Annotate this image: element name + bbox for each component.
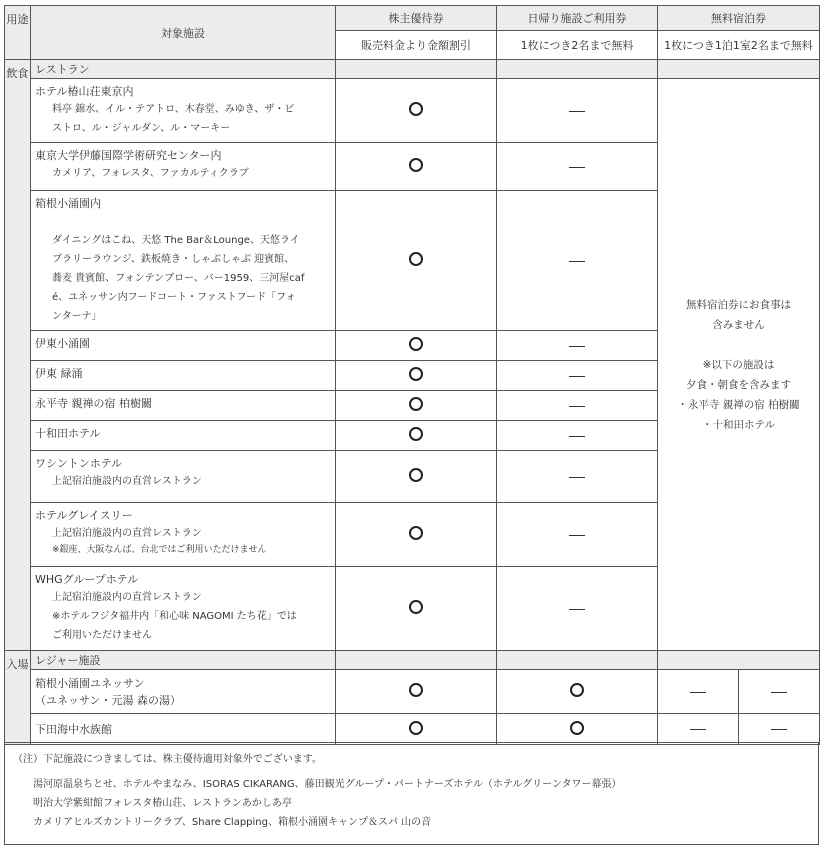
circle-mark <box>409 526 423 540</box>
col1-cell <box>336 421 497 451</box>
benefits-table <box>4 5 820 745</box>
col3b-cell <box>739 714 820 745</box>
circle-mark <box>570 683 584 697</box>
category-restaurant: レストラン <box>31 60 336 79</box>
lodging-note-line <box>658 335 819 355</box>
lodging-note <box>658 79 820 651</box>
facility-detail: 上記宿泊施設内の直営レストラン <box>52 592 202 603</box>
note-line: 湯河原温泉ちとせ、ホテルやまなみ、ISORAS CIKARANG、藤田観光グループ・パートナーズホテル（ホテルグリーンタワー幕張） <box>33 779 622 790</box>
col1-cell <box>336 670 497 714</box>
col1-cell <box>336 191 497 331</box>
col1-cell <box>336 451 497 503</box>
facility-name: 永平寺 親禅の宿 柏樹關 <box>35 397 152 410</box>
dash-mark <box>569 609 585 610</box>
col3b-cell <box>739 670 820 714</box>
dash-mark <box>569 261 585 262</box>
col2-header: 日帰り施設ご利用券 <box>497 6 658 31</box>
circle-mark <box>409 102 423 116</box>
facility-cell <box>31 191 336 331</box>
facility-cell <box>31 361 336 391</box>
youto-leisure: 入場 <box>5 651 31 745</box>
facility-detail: 料亭 錦水、イル・テアトロ、木春堂、みゆき、ザ・ビ <box>52 104 295 115</box>
col1-cell <box>336 361 497 391</box>
facility-name: 下田海中水族館 <box>35 722 112 736</box>
facility-detail <box>35 212 331 231</box>
col2-cell <box>497 567 658 651</box>
facility-detail: 上記宿泊施設内の直営レストラン <box>52 476 202 487</box>
facility-detail: ンターナ」 <box>52 311 102 322</box>
col1-header: 株主優待券 <box>336 6 497 31</box>
facility-cell <box>31 567 336 651</box>
facility-cell <box>31 391 336 421</box>
facility-detail: ご利用いただけません <box>52 630 152 641</box>
col2-cell <box>497 361 658 391</box>
col1-cell <box>336 331 497 361</box>
circle-mark <box>409 158 423 172</box>
facility-name: ホテル椿山荘東京内 <box>35 85 134 98</box>
lodging-note-line: ※以下の施設は <box>702 358 775 371</box>
circle-mark <box>409 468 423 482</box>
facility-detail: ダイニングはこね、天悠 The Bar＆Lounge、天悠ライ <box>52 235 300 246</box>
facility-detail: 上記宿泊施設内の直営レストラン <box>52 528 202 539</box>
col1-cell <box>336 79 497 143</box>
facility-cell <box>31 79 336 143</box>
col2-cell <box>497 331 658 361</box>
lodging-note-line: ・十和田ホテル <box>702 418 775 431</box>
col1-cell <box>336 503 497 567</box>
facility-cell <box>31 421 336 451</box>
col1-cell <box>336 143 497 191</box>
facility-cell <box>31 503 336 567</box>
facility-name: 伊東 緑涌 <box>35 367 83 380</box>
circle-mark <box>409 397 423 411</box>
circle-mark <box>409 252 423 266</box>
col3-subheader: 1枚につき1泊1室2名まで無料 <box>658 31 820 60</box>
youto-dining: 飲食 <box>5 60 31 651</box>
facility-detail: 蕎麦 貴賓館、フォンテンブロー、バー1959、三河屋caf <box>52 273 305 284</box>
facility-cell <box>31 451 336 503</box>
facility-name: 東京大学伊藤国際学術研究センター内 <box>35 149 222 162</box>
col2-cell <box>497 191 658 331</box>
col1-cell <box>336 391 497 421</box>
dash-mark <box>690 729 706 730</box>
facility-cell <box>31 331 336 361</box>
col3-header: 無料宿泊券 <box>658 6 820 31</box>
lodging-note-line: 含みません <box>712 318 765 331</box>
circle-mark <box>409 427 423 441</box>
note-line: 明治大学紫紺館フォレスタ椿山荘、レストランあかしあ亭 <box>33 798 292 809</box>
col3a-cell <box>658 714 739 745</box>
circle-mark <box>409 600 423 614</box>
facility-name: ホテルグレイスリー <box>35 509 133 522</box>
facility-cell <box>31 714 336 745</box>
dash-mark <box>569 436 585 437</box>
category-leisure: レジャー施設 <box>31 651 336 670</box>
col1-cell <box>336 714 497 745</box>
col1-cell <box>336 567 497 651</box>
col2-cell <box>497 714 658 745</box>
col2-cell <box>497 451 658 503</box>
circle-mark <box>409 683 423 697</box>
col2-cell <box>497 143 658 191</box>
col2-cell <box>497 670 658 714</box>
circle-mark <box>409 721 423 735</box>
facility-name: ワシントンホテル <box>35 457 123 470</box>
facility-detail: ストロ、ル・ジャルダン、ル・マーキー <box>52 123 231 134</box>
dash-mark <box>771 692 787 693</box>
dash-mark <box>569 111 585 112</box>
col2-subheader: 1枚につき2名まで無料 <box>497 31 658 60</box>
facility-header: 対象施設 <box>31 6 336 60</box>
facility-detail: （ユネッサン・元湯 森の湯） <box>35 693 181 707</box>
exclusion-note <box>4 742 819 845</box>
facility-name: 箱根小涌園内 <box>35 197 101 210</box>
circle-mark <box>409 337 423 351</box>
note-line: カメリアヒルズカントリークラブ、Share Clapping、箱根小涌園キャンプ＆スパ 山の音 <box>33 817 432 828</box>
facility-name: WHGグループホテル <box>35 573 139 586</box>
lodging-note-line: 無料宿泊券にお食事は <box>686 298 791 311</box>
facility-detail: ※ホテルフジタ福井内「和心味 NAGOMI たち花」では <box>52 611 297 622</box>
circle-mark <box>570 721 584 735</box>
facility-name: 伊東小涌園 <box>35 337 90 350</box>
dash-mark <box>569 167 585 168</box>
youto-header: 用途 <box>5 6 31 60</box>
col3a-cell <box>658 670 739 714</box>
note-title: （注）下記施設につきましては、株主優待適用対象外でございます。 <box>13 754 322 765</box>
circle-mark <box>409 367 423 381</box>
facility-cell <box>31 143 336 191</box>
lodging-note-line: ・永平寺 親禅の宿 柏樹關 <box>677 398 800 411</box>
dash-mark <box>690 692 706 693</box>
facility-name: 箱根小涌園ユネッサン <box>35 676 145 690</box>
col2-cell <box>497 391 658 421</box>
col2-cell <box>497 421 658 451</box>
lodging-note-line: 夕食・朝食を含みます <box>686 378 791 391</box>
col2-cell <box>497 503 658 567</box>
facility-name: 十和田ホテル <box>35 427 101 440</box>
facility-detail: カメリア、フォレスタ、ファカルティクラブ <box>52 168 249 179</box>
facility-detail: ブラリーラウンジ、鉄板焼き・しゃぶしゃぶ 迎賓館、 <box>52 254 295 265</box>
col1-subheader: 販売料金より金額割引 <box>336 31 497 60</box>
facility-cell <box>31 670 336 714</box>
col2-cell <box>497 79 658 143</box>
dash-mark <box>771 729 787 730</box>
facility-detail: é、ユネッサン内フードコート・ファストフード「フォ <box>52 292 296 303</box>
dash-mark <box>569 346 585 347</box>
dash-mark <box>569 535 585 536</box>
facility-note: ※銀座、大阪なんば、台北ではご利用いただけません <box>52 545 267 555</box>
dash-mark <box>569 406 585 407</box>
dash-mark <box>569 477 585 478</box>
dash-mark <box>569 376 585 377</box>
